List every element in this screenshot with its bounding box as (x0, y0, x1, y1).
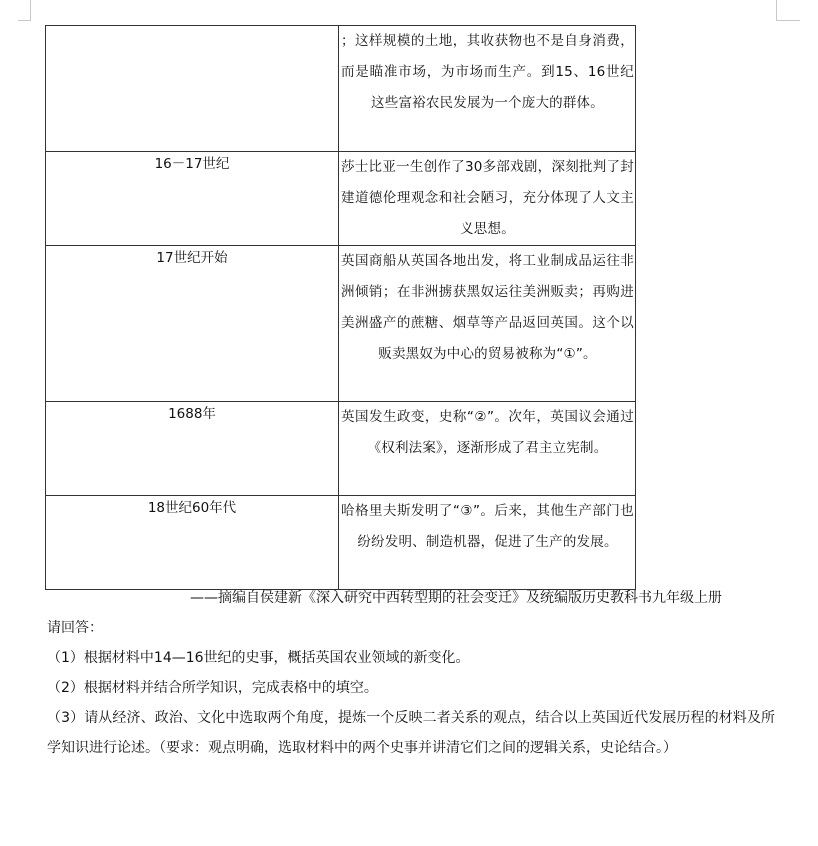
source-citation: ——摘编自侯建新《深入研究中西转型期的社会变迁》及统编版历史教科书九年级上册 (190, 590, 722, 606)
event-cell: 英国商船从英国各地出发，将工业制成品运往非洲倾销；在非洲掳获黑奴运往美洲贩卖；再购进美洲盛产的蔗糖、烟草等产品返回英国。这个以贩卖黑奴为中心的贸易被称为“①”。 (339, 246, 636, 402)
question-2: （2）根据材料并结合所学知识，完成表格中的填空。 (47, 680, 378, 696)
page-corner-mark-top-right-h (776, 20, 800, 21)
time-cell (46, 26, 339, 152)
history-timeline-table (45, 25, 636, 590)
time-cell: 17世纪开始 (46, 246, 339, 402)
time-cell: 1688年 (46, 402, 339, 496)
question-1: （1）根据材料中14—16世纪的史事，概括英国农业领域的新变化。 (47, 650, 470, 666)
table-row (46, 402, 636, 496)
table-row (46, 246, 636, 402)
answer-prompt: 请回答： (47, 620, 103, 636)
event-cell: 英国发生政变，史称“②”。次年，英国议会通过《权利法案》，逐渐形成了君主立宪制。 (339, 402, 636, 496)
table-row (46, 152, 636, 246)
page-corner-mark-top-left-h (18, 20, 31, 21)
time-cell: 18世纪60年代 (46, 496, 339, 590)
event-cell: 莎士比亚一生创作了30多部戏剧，深刻批判了封建道德伦理观念和社会陋习，充分体现了人文主义思想。 (339, 152, 636, 246)
time-cell: 16－17世纪 (46, 152, 339, 246)
table-row (46, 26, 636, 152)
page-corner-mark-top-left (30, 0, 31, 20)
question-3: （3）请从经济、政治、文化中选取两个角度，提炼一个反映二者关系的观点，结合以上英国近代发展历程的材料及所学知识进行论述。（要求：观点明确，选取材料中的两个史事并讲清它们之间的逻辑关系，史论结合。） (47, 710, 775, 756)
page-corner-mark-top-right (776, 0, 777, 20)
table-row (46, 496, 636, 590)
event-cell: ；这样规模的土地，其收获物也不是自身消费，而是瞄准市场，为市场而生产。到15、16世纪这些富裕农民发展为一个庞大的群体。 (339, 26, 636, 152)
event-cell: 哈格里夫斯发明了“③”。后来，其他生产部门也纷纷发明、制造机器，促进了生产的发展。 (339, 496, 636, 590)
